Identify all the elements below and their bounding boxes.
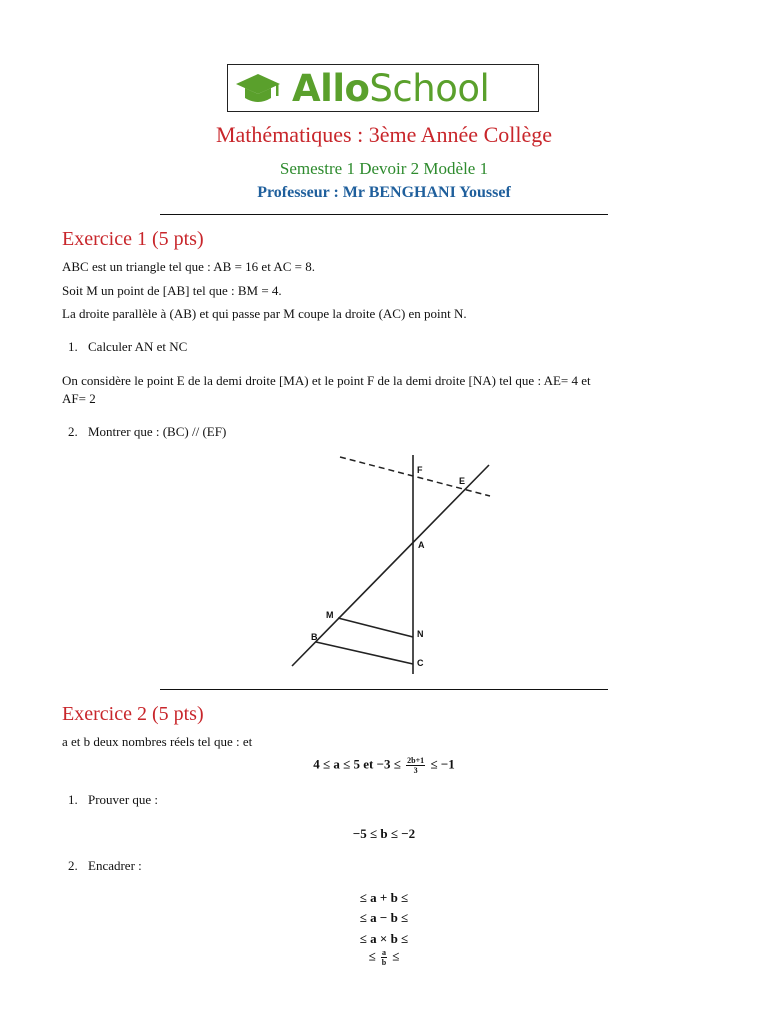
exercise1-line: ABC est un triangle tel que : AB = 16 et AC = 8. (62, 259, 315, 274)
exercise1-title: Exercice 1 (5 pts) (62, 228, 204, 250)
bound-difference: ≤ a − b ≤ (359, 910, 409, 925)
teacher-name: Professeur : Mr BENGHANI Youssef (257, 184, 511, 201)
exercise2-title: Exercice 2 (5 pts) (62, 703, 204, 725)
document-subtitle: Semestre 1 Devoir 2 Modèle 1 (279, 159, 489, 178)
label-a: A (418, 540, 425, 550)
label-e: E (459, 476, 466, 486)
logo-wordmark (292, 65, 489, 113)
bound-sum: ≤ a + b ≤ (359, 890, 409, 905)
segment-mn (338, 618, 413, 637)
question-text: Montrer que : (BC) // (EF) (88, 424, 227, 439)
logo-brand-bold: Allo (292, 67, 370, 110)
logo-brand-light: School (369, 67, 490, 110)
question-number: 2. (68, 424, 78, 439)
fraction-numerator: a (382, 948, 386, 957)
condition-fraction (406, 756, 425, 775)
quotient-right: ≤ (392, 948, 400, 964)
exercise1-line: La droite parallèle à (AB) et qui passe par M coupe la droite (AC) en point N. (62, 306, 467, 321)
bound-quotient (0, 948, 768, 967)
label-m: M (326, 610, 334, 620)
fraction-denominator: b (381, 958, 387, 967)
section-divider (160, 689, 608, 690)
exercise2-question-1 (68, 792, 158, 808)
quotient-fraction (381, 948, 387, 967)
bound-product: ≤ a × b ≤ (359, 931, 409, 946)
fraction-denominator: 3 (413, 766, 418, 775)
exercise1-question-2 (68, 424, 226, 440)
fraction-numerator: 2b+1 (407, 756, 425, 765)
alloschool-logo (227, 64, 539, 112)
exercise1-question-1 (68, 339, 187, 355)
header-divider (160, 214, 608, 215)
exercise2-result: −5 ≤ b ≤ −2 (352, 826, 416, 841)
document-title: Mathématiques : 3ème Année Collège (215, 122, 552, 147)
label-f: F (417, 465, 423, 475)
label-n: N (417, 629, 424, 639)
question-number: 2. (68, 858, 78, 873)
line-ef-dashed (340, 457, 490, 496)
exercise1-line: Soit M un point de [AB] tel que : BM = 4. (62, 283, 282, 298)
segment-bc (316, 642, 413, 664)
question-number: 1. (68, 339, 78, 354)
exercise2-condition (0, 756, 768, 775)
label-c: C (417, 658, 424, 668)
question-text: Calculer AN et NC (88, 339, 188, 354)
label-b: B (311, 632, 318, 642)
exercise2-intro: a et b deux nombres réels tel que : et (62, 734, 253, 749)
exercise1-paragraph (62, 372, 707, 408)
paragraph-line: AF= 2 (62, 391, 96, 406)
exercise2-question-2 (68, 858, 142, 874)
condition-right: ≤ −1 (430, 756, 455, 772)
question-text: Encadrer : (88, 858, 142, 873)
graduation-cap-icon (234, 71, 282, 112)
question-number: 1. (68, 792, 78, 807)
condition-left: 4 ≤ a ≤ 5 et −3 ≤ (313, 756, 401, 772)
question-text: Prouver que : (88, 792, 159, 807)
line-ab (292, 465, 489, 666)
quotient-left: ≤ (368, 948, 376, 964)
paragraph-line: On considère le point E de la demi droite [MA) et le point F de la demi droite [NA) tel que : AE= 4 et (62, 373, 591, 388)
geometry-figure (280, 450, 500, 680)
